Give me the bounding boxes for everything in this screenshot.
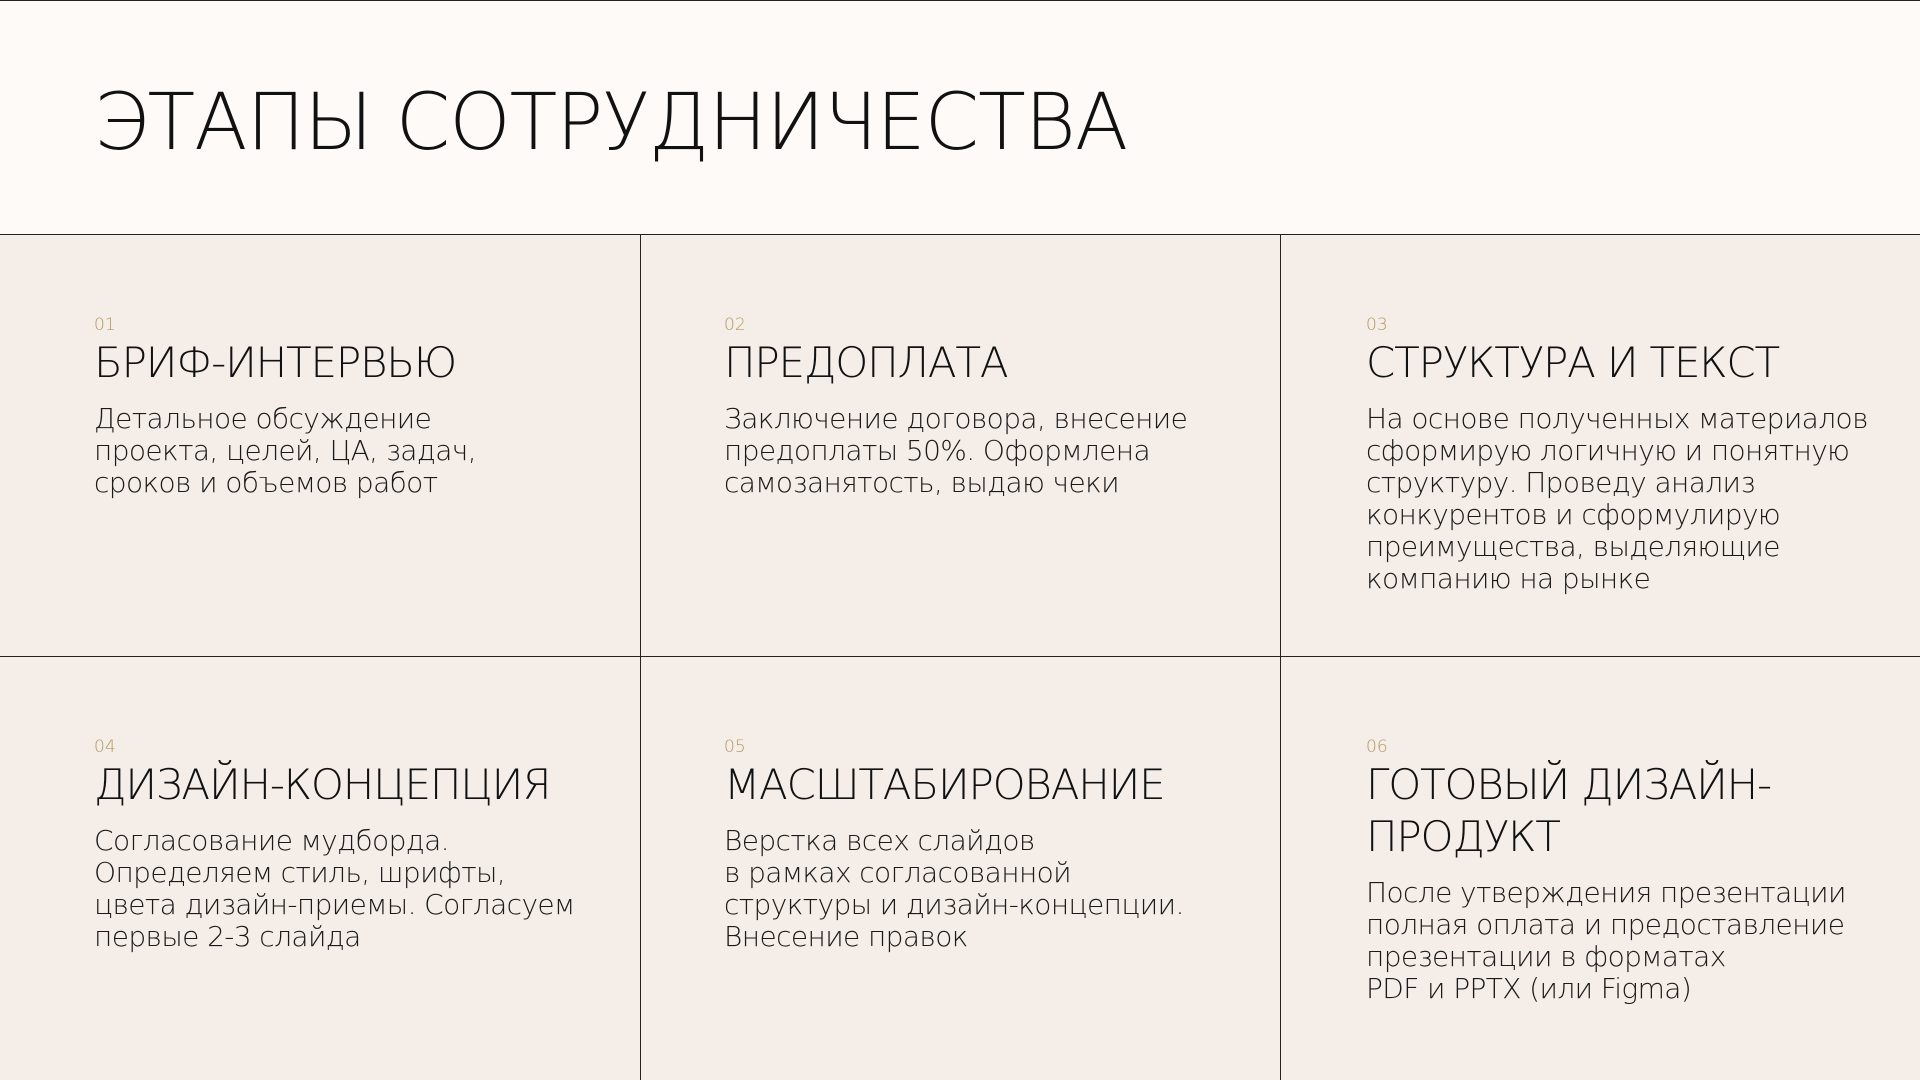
step-title: БРИФ-ИНТЕРВЬЮ: [94, 338, 456, 387]
step-title: ГОТОВЫЙ ДИЗАЙН- ПРОДУКТ: [1366, 760, 1771, 861]
step-description: Детальное обсуждение проекта, целей, ЦА, задач, сроков и объемов работ: [94, 402, 476, 499]
step-card-4: [0, 657, 641, 1080]
step-number: 02: [724, 315, 746, 335]
step-description: На основе полученных материалов сформирую логичную и понятную структуру. Проведу анализ конкурентов и сформулирую преимущества, выделяющие компанию на рынке: [1366, 402, 1868, 595]
step-number: 04: [94, 737, 116, 757]
header: [0, 1, 1920, 234]
step-card-3: [1281, 235, 1920, 657]
step-card-1: [0, 235, 641, 657]
step-number: 05: [724, 737, 746, 757]
step-card-6: [1281, 657, 1920, 1080]
page-title: ЭТАПЫ СОТРУДНИЧЕСТВА: [94, 78, 1128, 168]
step-description: Верстка всех слайдов в рамках согласованной структуры и дизайн-концепции. Внесение правок: [724, 824, 1184, 953]
step-description: Заключение договора, внесение предоплаты 50%. Оформлена самозанятость, выдаю чеки: [724, 402, 1188, 499]
step-title: МАСШТАБИРОВАНИЕ: [724, 760, 1165, 809]
step-number: 01: [94, 315, 116, 335]
step-title: СТРУКТУРА И ТЕКСТ: [1366, 338, 1779, 387]
step-title: ПРЕДОПЛАТА: [724, 338, 1008, 387]
step-card-5: [641, 657, 1281, 1080]
step-title: ДИЗАЙН-КОНЦЕПЦИЯ: [94, 760, 551, 809]
step-description: После утверждения презентации полная оплата и предоставление презентации в форматах PDF и PPTX (или Figma): [1366, 876, 1846, 1005]
step-number: 06: [1366, 737, 1388, 757]
step-description: Согласование мудборда. Определяем стиль, шрифты, цвета дизайн-приемы. Согласуем первые 2-3 слайда: [94, 824, 575, 953]
step-number: 03: [1366, 315, 1388, 335]
steps-grid: [0, 234, 1920, 1080]
step-card-2: [641, 235, 1281, 657]
